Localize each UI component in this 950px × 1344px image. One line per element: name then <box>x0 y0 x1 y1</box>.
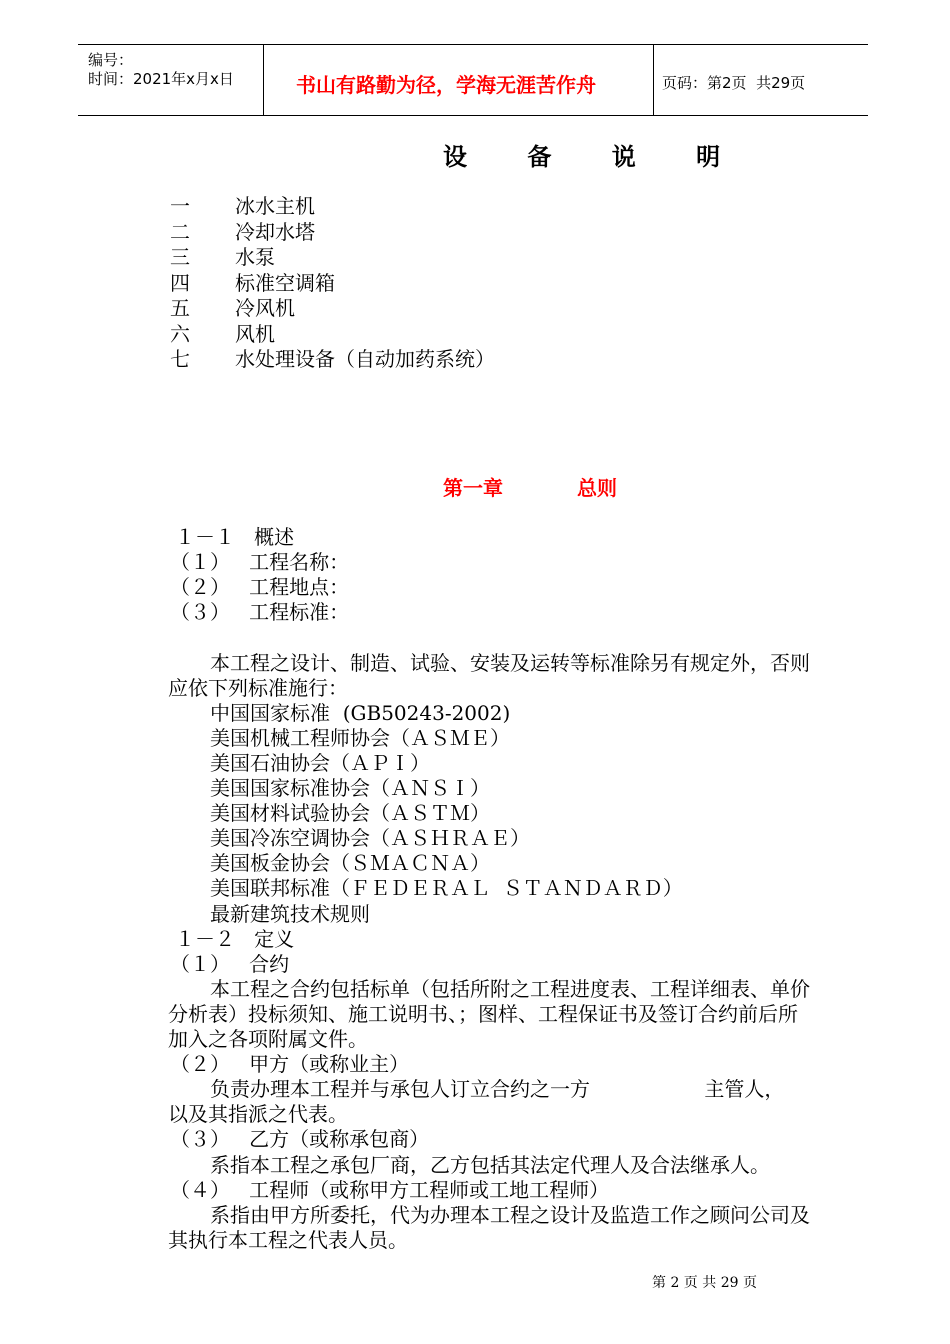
body-line: 应依下列标准施行： <box>168 675 348 700</box>
body-line: （３） 乙方（或称承包商） <box>170 1127 430 1152</box>
equipment-item-label: 冷却水塔 <box>235 219 315 244</box>
body-line: 美国冷冻空调协会（ＡＳＨＲＡＥ） <box>210 826 530 851</box>
body-line: 分析表）投标须知、施工说明书、；图样、工程保证书及签订合约前后所 <box>168 1001 798 1026</box>
page-footer: 第 2 页 共 29 页 <box>652 1275 757 1291</box>
body-line: 本工程之设计、制造、试验、安装及运转等标准除另有规定外，否则 <box>210 650 810 675</box>
body-line: 其执行本工程之代表人员。 <box>168 1227 408 1252</box>
body-line: 负责办理本工程并与承包人订立合约之一方 主管人， <box>210 1077 785 1102</box>
equipment-item-number: 六 <box>170 321 190 346</box>
equipment-item-label: 水泵 <box>235 245 275 269</box>
document-title: 设 备 说 明 <box>443 143 747 171</box>
body-line: 美国石油协会（ＡＰＩ） <box>210 750 430 775</box>
body-line: １－２ 定义 <box>175 926 295 951</box>
equipment-item-label: 冷风机 <box>235 296 295 320</box>
body-line: 美国联邦标准（ＦＥＤＥＲＡＬ ＳＴＡＮＤＡＲＤ） <box>210 876 683 901</box>
body-line: （１） 合约 <box>170 951 290 976</box>
header-time-label: 时间：2021年x月x日 <box>88 70 234 88</box>
body-line: 中国国家标准 (GB50243-2002) <box>210 700 511 725</box>
equipment-item-number: 二 <box>170 219 190 244</box>
body-line: （４） 工程师（或称甲方工程师或工地工程师） <box>170 1177 610 1202</box>
equipment-item-number: 五 <box>170 296 190 320</box>
equipment-item-number: 三 <box>170 245 190 269</box>
body-line: 系指本工程之承包厂商，乙方包括其法定代理人及合法继承人。 <box>210 1152 770 1177</box>
body-line: （３） 工程标准： <box>170 600 350 625</box>
body-line: 加入之各项附属文件。 <box>168 1027 368 1051</box>
body-line: 美国国家标准协会（ＡＮＳＩ） <box>210 776 490 800</box>
header-divider-right <box>653 45 654 115</box>
body-line: 以及其指派之代表。 <box>168 1102 348 1127</box>
equipment-item-label: 风机 <box>235 321 275 346</box>
page-header <box>78 44 868 116</box>
body-line: １－１ 概述 <box>175 525 295 549</box>
equipment-item-number: 七 <box>170 347 190 371</box>
body-line: 本工程之合约包括标单（包括所附之工程进度表、工程详细表、单价 <box>210 976 810 1001</box>
body-line: （２） 甲方（或称业主） <box>170 1052 410 1077</box>
equipment-item-label: 标准空调箱 <box>235 270 335 295</box>
body-line: 最新建筑技术规则 <box>210 901 370 926</box>
header-motto: 书山有路勤为径，学海无涯苦作舟 <box>296 73 596 97</box>
equipment-item-label: 冰水主机 <box>235 194 315 218</box>
body-line: （２） 工程地点： <box>170 575 350 600</box>
body-line: 系指由甲方所委托，代为办理本工程之设计及监造工作之顾问公司及 <box>210 1202 810 1227</box>
chapter-number: 第一章 <box>443 476 503 500</box>
body-line: 美国板金协会（ＳＭＡＣＮＡ） <box>210 851 490 876</box>
header-number-label: 编号： <box>88 51 134 69</box>
header-divider-left <box>263 45 264 115</box>
chapter-name: 总则 <box>577 476 617 500</box>
body-line: （１） 工程名称： <box>170 550 350 575</box>
equipment-item-number: 一 <box>170 194 190 218</box>
header-page-info: 页码：第2页 共29页 <box>662 74 806 92</box>
equipment-item-number: 四 <box>170 270 190 295</box>
body-line: 美国材料试验协会（ＡＳＴＭ） <box>210 801 490 826</box>
equipment-item-label: 水处理设备（自动加药系统） <box>235 347 495 371</box>
body-line: 美国机械工程师协会（ＡＳＭＥ） <box>210 725 510 750</box>
